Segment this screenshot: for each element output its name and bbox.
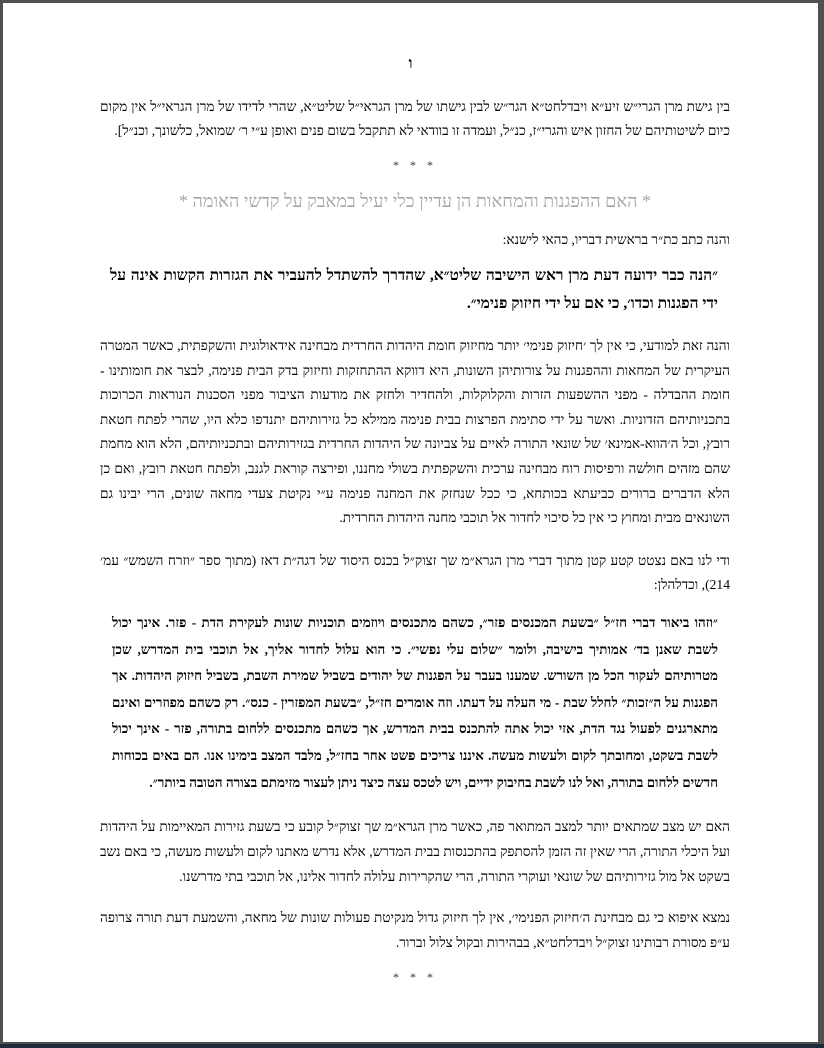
page-content (100, 95, 730, 987)
paragraph-intro: והנה כתב כת״ר בראשית דבריו, כהאי לישנא: (502, 232, 730, 247)
paragraph-opening: בין גישת מרן הגרי״ש זיע״א ויבדלחט״א הגר״ש לבין גישתו של מרן הגראי״ל שליט״א, שהרי לדידו של מרן הגראי״ל אין מקום כיום לשיטותיהם של החזון איש והגרי״ז, כנ״ל, ועמדה זו בוודאי לא תתקבל בשום פנים ואופן ע״י ר׳ שמואל, כלשונך, וכנ״ל]. (100, 99, 730, 138)
quote-block: ״וזהו ביאור דברי חז״ל ״בשעת המכנסים פזר״, כשהם מתכנסים ויוזמים תוכניות שונות לעקירת הדת - פזר. אינך יכול לשבת שאנן בד׳ אמותיך בישיבה, ולומר ״שלום עלי נפשי״. כי הוא עלול לחדור אליך, אל תוכבי בית המדרש, שכן מטרותיהם לעקור הכל מן השורש. שמענו בעבר על הפגנות של יהודים בשביל שמירת השבת, בשביל חיזוק היהדות. אך הפגנות על ה״זכות״ לחלל שבת - מי העלה על דעתו. וזה אומרים חז״ל, ״בשעת המפזרין - כנס״. רק כשהם מפוזרים ואינם מתארגנים לפעול נגד הדת, אזי יכול אתה להתכנס בבית המדרש, אך כשהם מתכנסים ללחום בתורה, פזר - אינך יכול לשבת בשקט, ומחובתך לקום ולעשות מעשה. איננו צריכים פשט אחר בחז״ל, מלבד המצב בימינו אנו. הם באים בכוחות חדשים ללחום בתורה, ואל לנו לשבת בחיבוק ידיים, ויש לטכס עצה כיצד ניתן לעצור מזימתם בצורה הטובה ביותר״. (112, 614, 718, 790)
page-number: ו (408, 56, 413, 72)
section-separator-end: * * * (393, 970, 437, 985)
paragraph-final: נמצא איפוא כי גם מבחינת ה׳חיזוק הפנימי׳, אין לך חיזוק גדול מנקיטת פעולות שונות של מחאה, והשמעת דעת תורה צרופה ע״פ מסורת רבותינו זצוק״ל ויבדלחט״א, בבהירות ובקול צלול וברור. (100, 910, 730, 951)
paragraph-after: האם יש מצב שמתאים יותר למצב המתואר פה, כאשר מרן הגרא״מ שך זצוק״ל קובע כי בשעת גזירות המאיימות על היהדות ועל היכלי התורה, הרי שאין זה הזמן להסתפק בהתכנסות בבית המדרש, אלא נדרש מאתנו לקום ולעשות מעשה, כי באם נשב בשקט אל מול גזירותיהם של שונאי ועוקרי התורה, הרי שהקרירות עלולה לחדור אלינו, אל תוכבי בתי מדרשנו. (100, 819, 730, 885)
section-separator: * * * (393, 158, 437, 172)
section-title: * האם ההפגנות והמחאות הן עדיין כלי יעיל במאבק על קדשי האומה * (179, 191, 651, 211)
document-page (3, 3, 818, 1042)
paragraph-lead: ודי לנו באם נצטט קטע קטן מתוך דברי מרן הגרא״מ שך זצוק״ל בכנס היסוד של דגה״ת דאז (מתוך ספר ״וזרח השמש״ עמ׳ 214), וכדלהלן: (100, 552, 730, 593)
window-bottom-bar (0, 1044, 824, 1048)
quote-bold: ״הנה כבר ידועה דעת מרן ראש הישיבה שליט״א, שהדרך להשתדל להעביר את הגזרות הקשות אינה על ידי הפגנות וכדו׳, כי אם על ידי חיזוק פנימי״. (110, 267, 718, 312)
paragraph-main: והנה זאת למודעי, כי אין לך ׳חיזוק פנימי׳ יותר מחיזוק חומת היהדות החרדית מבחינה אידאולוגית והשקפתית, כאשר המטרה העיקרית של המחאות וההפגנות על צורותיהן השונות, היא דווקא ההתחזקות וחיזוק בדק הבית פנימה, לבצר את חומותינו - חומת ההבדלה - מפני ההשפעות הזרות והקלוקלות, ולהחדיר ולחזק את מודעות הציבור מפני הסכנות הנוראות הכרוכות בתכניותיהם הזדוניות. ואשר על ידי סתימת הפרצות בבית פנימה ממילא כל גזירותיהם יתנדפו כלא היו, שהרי לפתח חטאת רובץ, וכל ה׳הווא-אמינא׳ של שונאי התורה לאיים על צביונה של היהדות החרדית בגזירותיהם ובתכניותיהם, הלא הוא מחמת שהם מזהים חולשה ורפיסות רוח מבחינה ערכית והשקפתית בשולי מחננו, ופירצה קוראת לגנב, ולפתח חטאת רובץ, ואם כן הלא הדברים ברורים כביעתא בכותחא, כי ככל שנחזק את המחנה פנימה ע״י נקיטת צעדי מחאה שונים, הרי יבינו גם השונאים מבית ומחוץ כי אין כל סיכוי לחדור אל תוכבי מחנה היהדות החרדית. (100, 338, 730, 526)
